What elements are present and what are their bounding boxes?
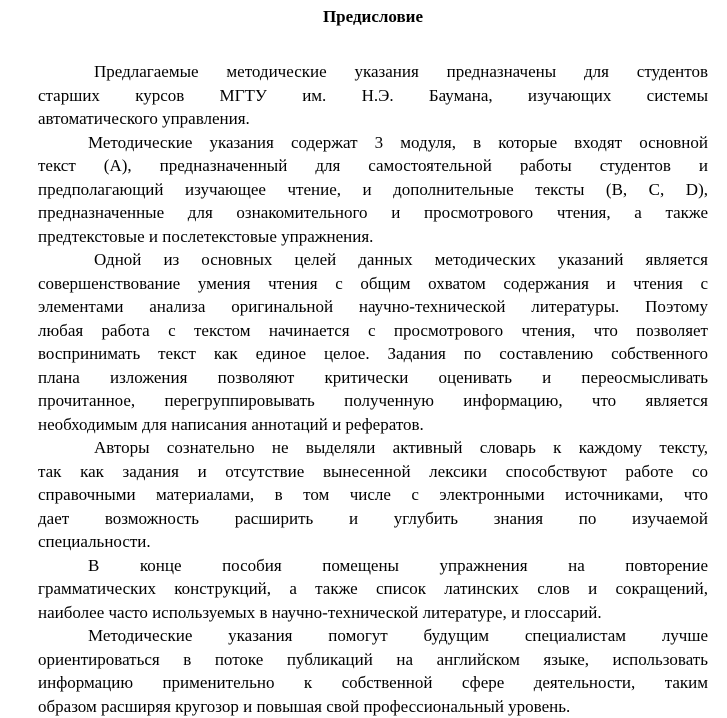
paragraph-1 [38, 60, 708, 131]
paragraph-line: предполагающий изучающее чтение, и дополнительные тексты (B, C, D), [38, 178, 708, 202]
paragraph-line: необходимым для написания аннотаций и рефератов. [38, 413, 708, 437]
paragraph-line: В конце пособия помещены упражнения на повторение [38, 554, 708, 578]
paragraph-line: специальности. [38, 530, 708, 554]
paragraph-line: информацию применительно к собственной сфере деятельности, таким [38, 671, 708, 695]
paragraph-line: грамматических конструкций, а также список латинских слов и сокращений, [38, 577, 708, 601]
paragraph-line: Авторы сознательно не выделяли активный словарь к каждому тексту, [38, 436, 708, 460]
paragraph-line: старших курсов МГТУ им. Н.Э. Баумана, изучающих системы [38, 84, 708, 108]
paragraph-line: предтекстовые и послетекстовые упражнения. [38, 225, 708, 249]
paragraph-line: автоматического управления. [38, 107, 708, 131]
paragraph-2 [38, 131, 708, 249]
paragraph-line: ориентироваться в потоке публикаций на английском языке, использовать [38, 648, 708, 672]
document-page [38, 6, 708, 718]
paragraph-line: любая работа с текстом начинается с просмотрового чтения, что позволяет [38, 319, 708, 343]
paragraph-3 [38, 248, 708, 436]
document-title: Предисловие [38, 6, 708, 28]
paragraph-line: Одной из основных целей данных методических указаний является [38, 248, 708, 272]
paragraph-line: дает возможность расширить и углубить знания по изучаемой [38, 507, 708, 531]
paragraph-line: предназначенные для ознакомительного и просмотрового чтения, а также [38, 201, 708, 225]
paragraph-line: прочитанное, перегруппировывать полученную информацию, что является [38, 389, 708, 413]
paragraph-line: справочными материалами, в том числе с электронными источниками, что [38, 483, 708, 507]
paragraph-5 [38, 554, 708, 625]
paragraph-4 [38, 436, 708, 554]
paragraph-line: Методические указания помогут будущим специалистам лучше [38, 624, 708, 648]
paragraph-line: наиболее часто используемых в научно-технической литературе, и глоссарий. [38, 601, 708, 625]
paragraph-line: так как задания и отсутствие вынесенной лексики способствуют работе со [38, 460, 708, 484]
paragraph-line: Предлагаемые методические указания предназначены для студентов [38, 60, 708, 84]
paragraph-line: воспринимать текст как единое целое. Задания по составлению собственного [38, 342, 708, 366]
paragraph-6 [38, 624, 708, 718]
paragraph-line: Методические указания содержат 3 модуля, в которые входят основной [38, 131, 708, 155]
paragraph-line: образом расширяя кругозор и повышая свой профессиональный уровень. [38, 695, 708, 718]
paragraph-line: текст (А), предназначенный для самостоятельной работы студентов и [38, 154, 708, 178]
paragraph-line: совершенствование умения чтения с общим охватом содержания и чтения с [38, 272, 708, 296]
paragraph-line: плана изложения позволяют критически оценивать и переосмысливать [38, 366, 708, 390]
paragraph-line: элементами анализа оригинальной научно-технической литературы. Поэтому [38, 295, 708, 319]
